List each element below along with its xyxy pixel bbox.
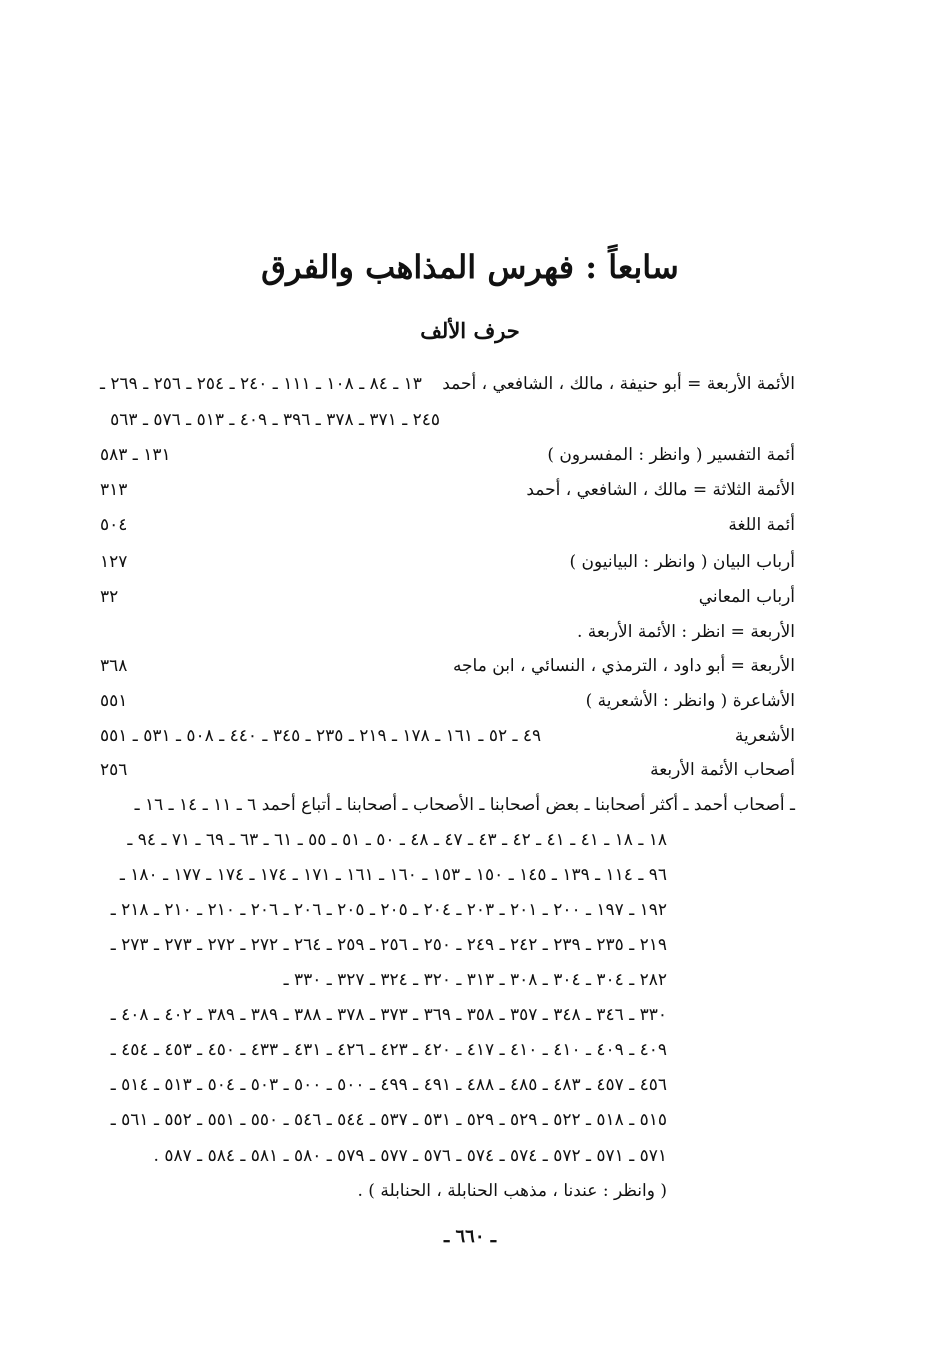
index-entry [100, 509, 795, 541]
entry-pages: ٥١٥ ـ ٥١٨ ـ ٥٢٢ ـ ٥٢٩ ـ ٥٢٩ ـ ٥٣١ ـ ٥٣٧ ـ ٥٤٤ ـ ٥٤٦ ـ ٥٥٠ ـ ٥٥١ ـ ٥٥٢ ـ ٥٦١ ـ [110, 1110, 667, 1130]
entry-pages: ٥٧١ ـ ٥٧١ ـ ٥٧٢ ـ ٥٧٤ ـ ٥٧٤ ـ ٥٧٦ ـ ٥٧٧ ـ ٥٧٩ ـ ٥٨٠ ـ ٥٨١ ـ ٥٨٤ ـ ٥٨٧ . [153, 1146, 667, 1166]
page-list-line [100, 999, 795, 1031]
entry-term: أرباب البيان ( وانظر : البيانيون ) [569, 552, 795, 572]
entry-pages: ٤٠٩ ـ ٤٠٩ ـ ٤١٠ ـ ٤١٠ ـ ٤١٧ ـ ٤٢٠ ـ ٤٢٣ ـ ٤٢٦ ـ ٤٣١ ـ ٤٣٣ ـ ٤٥٠ ـ ٤٥٣ ـ ٤٥٤ ـ [110, 1040, 667, 1060]
entry-pages: ١٨ ـ ١٨ ـ ٤١ ـ ٤١ ـ ٤٢ ـ ٤٣ ـ ٤٧ ـ ٤٨ ـ ٥٠ ـ ٥١ ـ ٥٥ ـ ٦١ ـ ٦٣ ـ ٦٩ ـ ٧١ ـ ٩٤ ـ [127, 830, 667, 850]
entry-pages: ١٣ ـ ٨٤ ـ ١٠٨ ـ ١١١ ـ ٢٤٠ ـ ٢٥٤ ـ ٢٥٦ ـ ٢٦٩ ـ [100, 374, 422, 394]
entry-pages: ٣٦٨ [100, 656, 128, 676]
entry-pages: ١٢٧ [100, 552, 128, 572]
index-entry [100, 581, 795, 613]
index-entry [100, 368, 795, 400]
index-entry [100, 789, 795, 821]
entry-pages: ٢٨٢ ـ ٣٠٤ ـ ٣٠٤ ـ ٣٠٨ ـ ٣١٣ ـ ٣٢٠ ـ ٣٢٤ ـ ٣٢٧ ـ ٣٣٠ ـ [283, 970, 667, 990]
entry-term: أئمة اللغة [728, 515, 795, 535]
entry-term: أرباب المعاني [698, 587, 795, 607]
entry-term: أصحاب الأئمة الأربعة [650, 760, 795, 780]
cross-reference [100, 1175, 795, 1207]
index-entry [100, 720, 795, 752]
entry-pages: ٥٠٤ [100, 515, 128, 535]
entry-term: الأشعرية [734, 726, 795, 746]
entry-term: الأئمة الأربعة = أبو حنيفة ، مالك ، الشافعي ، أحمد [442, 374, 795, 394]
entry-pages: ٣٢ [100, 587, 119, 607]
see-also-note: ( وانظر : عندنا ، مذهب الحنابلة ، الحنابلة ) . [357, 1181, 667, 1201]
entry-pages: ٣١٣ [100, 480, 128, 500]
entry-pages: ٩٦ ـ ١١٤ ـ ١٣٩ ـ ١٤٥ ـ ١٥٠ ـ ١٥٣ ـ ١٦٠ ـ ١٦١ ـ ١٧١ ـ ١٧٤ ـ ١٧٤ ـ ١٧٧ ـ ١٨٠ ـ [119, 865, 667, 885]
entry-pages: ٤٩ ـ ٥٢ ـ ١٦١ ـ ١٧٨ ـ ٢١٩ ـ ٢٣٥ ـ ٣٤٥ ـ ٤٤٠ ـ ٥٠٨ ـ ٥٣١ ـ ٥٥١ [100, 726, 542, 746]
entry-term: الأشاعرة ( وانظر : الأشعرية ) [585, 691, 795, 711]
entry-pages: ١٣١ ـ ٥٨٣ [100, 445, 171, 465]
page-list-line [100, 1034, 795, 1066]
entry-pages: ٥٥١ [100, 691, 128, 711]
index-entry [100, 650, 795, 682]
entry-term: أئمة التفسير ( وانظر : المفسرون ) [547, 445, 795, 465]
entry-pages: ٤٥٦ ـ ٤٥٧ ـ ٤٨٣ ـ ٤٨٥ ـ ٤٨٨ ـ ٤٩١ ـ ٤٩٩ ـ ٥٠٠ ـ ٥٠٠ ـ ٥٠٣ ـ ٥٠٤ ـ ٥١٣ ـ ٥١٤ ـ [110, 1075, 667, 1095]
entry-pages: ٣٣٠ ـ ٣٤٦ ـ ٣٤٨ ـ ٣٥٧ ـ ٣٥٨ ـ ٣٦٩ ـ ٣٧٣ ـ ٣٧٨ ـ ٣٨٨ ـ ٣٨٩ ـ ٣٨٩ ـ ٤٠٢ ـ ٤٠٨ ـ [110, 1005, 667, 1025]
page-number: ـ ٦٦٠ ـ [443, 1226, 497, 1247]
section-heading: حرف الألف [420, 318, 520, 343]
page-list-line [100, 964, 795, 996]
page-list-line [100, 1140, 795, 1172]
entry-pages: ١٩٢ ـ ١٩٧ ـ ٢٠٠ ـ ٢٠١ ـ ٢٠٣ ـ ٢٠٤ ـ ٢٠٥ ـ ٢٠٥ ـ ٢٠٦ ـ ٢٠٦ ـ ٢١٠ ـ ٢١٠ ـ ٢١٨ ـ [110, 900, 667, 920]
page-list-line [100, 1069, 795, 1101]
index-entry [100, 439, 795, 471]
entry-pages: ٢٤٥ ـ ٣٧١ ـ ٣٧٨ ـ ٣٩٦ ـ ٤٠٩ ـ ٥١٣ ـ ٥٧٦ ـ ٥٦٣ [110, 410, 440, 430]
page-list-line [100, 894, 795, 926]
index-entry [100, 616, 795, 648]
index-entry [100, 754, 795, 786]
page-title: سابعاً : فهرس المذاهب والفرق [261, 248, 679, 286]
page-list-line [100, 1104, 795, 1136]
page-list-line [100, 859, 795, 891]
entry-term: ـ أصحاب أحمد ـ أكثر أصحابنا ـ بعض أصحابنا ـ الأصحاب ـ أصحابنا ـ أتباع أحمد ٦ ـ ١١ ـ ١٤ ـ ١٦ ـ [134, 795, 795, 815]
entry-pages: ٢١٩ ـ ٢٣٥ ـ ٢٣٩ ـ ٢٤٢ ـ ٢٤٩ ـ ٢٥٠ ـ ٢٥٦ ـ ٢٥٩ ـ ٢٦٤ ـ ٢٧٢ ـ ٢٧٢ ـ ٢٧٣ ـ ٢٧٣ ـ [110, 935, 667, 955]
entry-term: الأربعة = انظر : الأئمة الأربعة . [576, 622, 795, 642]
index-entry-continuation [100, 404, 795, 436]
index-entry [100, 685, 795, 717]
entry-term: الأربعة = أبو داود ، الترمذي ، النسائي ، ابن ماجه [452, 656, 795, 676]
entry-pages: ٢٥٦ [100, 760, 128, 780]
page-list-line [100, 929, 795, 961]
entry-term: الأئمة الثلاثة = مالك ، الشافعي ، أحمد [526, 480, 795, 500]
index-entry [100, 546, 795, 578]
page-list-line [100, 824, 795, 856]
index-entry [100, 474, 795, 506]
